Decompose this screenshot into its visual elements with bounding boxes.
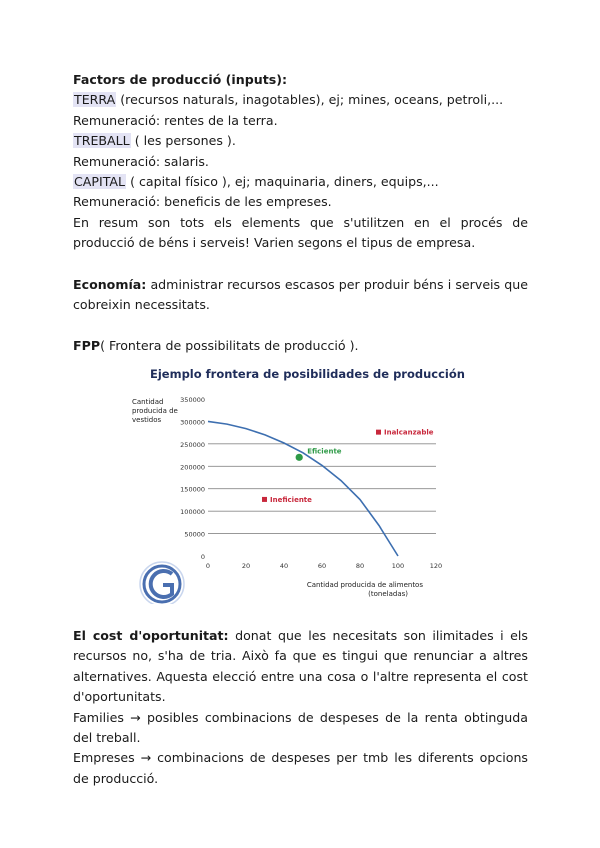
treball-remuneration: Remuneració: salaris.	[73, 153, 209, 169]
chart-svg	[118, 364, 448, 604]
treball-line	[73, 131, 528, 151]
fpp-term: FPP	[73, 338, 101, 354]
y-tick-label: 300000	[180, 418, 205, 427]
terra-line	[73, 90, 528, 110]
treball-description: ( les persones ).	[130, 133, 236, 149]
text-section-top	[73, 70, 528, 357]
y-tick-label: 350000	[180, 396, 205, 404]
capital-description: ( capital físico ), ej; maquinaria, diners, equips,...	[126, 174, 439, 190]
capital-term: CAPITAL	[74, 174, 126, 190]
families-paragraph: Families → posibles combinacions de despeses de la renta obtinguda del treball.	[73, 709, 528, 746]
x-tick-label: 120	[429, 562, 443, 570]
ppf-chart	[118, 364, 465, 604]
fpp-paragraph	[73, 336, 528, 356]
inalcanzable-label: Inalcanzable	[384, 428, 434, 437]
terra-remuneration: Remuneració: rentes de la terra.	[73, 112, 278, 128]
marker-square	[262, 497, 267, 502]
factors-heading: Factors de producció (inputs):	[73, 72, 288, 87]
gc-logo-inner-icon	[151, 571, 172, 597]
x-tick-label: 100	[391, 562, 405, 570]
y-tick-label: 0	[200, 553, 205, 561]
economia-definition: administrar recursos escasos per produir béns i serveis que cobreixin necessitats.	[73, 276, 528, 313]
x-axis-label: Cantidad producida de alimentos (toneladas)	[306, 581, 423, 598]
text-section-bottom	[73, 626, 528, 789]
terra-term: TERRA	[74, 92, 116, 108]
cost-definition: donat que les necesitats son ilimitades i els recursos no, s'ha de tria. Això fa que es tingui que renunciar a altres alternatives. Aquesta elecció entre una cosa o l'altre representa el cost d'oportunitats.	[73, 628, 528, 705]
y-tick-label: 100000	[180, 508, 205, 517]
marker-square	[376, 430, 381, 435]
capital-line	[73, 172, 528, 192]
x-tick-label: 20	[241, 562, 251, 570]
x-tick-label: 40	[279, 562, 289, 570]
fpp-definition: ( Frontera de possibilitats de producció ).	[100, 338, 359, 354]
y-axis-label: Cantidad producida de vestidos	[132, 398, 178, 424]
factors-summary: En resum son tots els elements que s'utilitzen en el procés de producció de béns i serveis! Varien segons el tipus de empresa.	[73, 214, 528, 251]
cost-paragraph	[73, 626, 528, 708]
economia-paragraph	[73, 275, 528, 316]
efficient-label: Eficiente	[307, 447, 342, 456]
y-tick-label: 200000	[180, 463, 205, 472]
empreses-paragraph: Empreses → combinacions de despeses per tmb les diferents opcions de producció.	[73, 750, 528, 786]
terra-description: (recursos naturals, inagotables), ej; mines, oceans, petroli,...	[116, 92, 504, 108]
efficient-point	[296, 454, 303, 461]
y-tick-label: 150000	[180, 485, 205, 494]
y-tick-label: 50000	[184, 530, 205, 539]
x-tick-label: 60	[317, 562, 327, 570]
ineficiente-label: Ineficiente	[270, 495, 312, 504]
capital-remuneration: Remuneració: beneficis de les empreses.	[73, 194, 332, 210]
treball-term: TREBALL	[74, 133, 130, 149]
x-tick-label: 80	[355, 562, 365, 570]
cost-term: El cost d'oportunitat:	[73, 628, 229, 643]
chart-title: Ejemplo frontera de posibilidades de producción	[150, 367, 465, 381]
x-tick-label: 0	[205, 562, 211, 570]
y-tick-label: 250000	[180, 440, 205, 449]
economia-term: Economía:	[73, 276, 147, 292]
